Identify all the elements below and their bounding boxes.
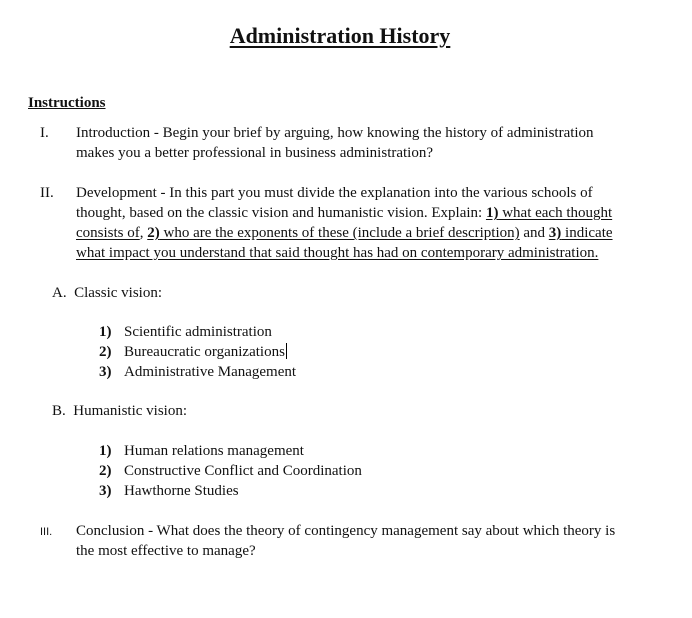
section-ii-line-1: Development - In this part you must divide the explanation into the various schools of [76, 185, 593, 201]
section-i-line-2: makes you a better professional in business administration? [76, 145, 434, 161]
underlined-text: indicate [561, 225, 613, 241]
list-number: 2) [99, 344, 112, 360]
subsection-letter-a [52, 283, 162, 303]
list-number: 2) [99, 463, 112, 479]
section-iii-line-2: the most effective to manage? [76, 543, 256, 559]
list-item-constructive-conflict: Constructive Conflict and Coordination [124, 463, 362, 479]
letter: B. [52, 403, 66, 419]
underlined-text: consists of [76, 225, 140, 241]
list-item-scientific-administration: Scientific administration [124, 324, 272, 340]
underlined-text: what each thought [498, 205, 613, 221]
point-number: 3) [548, 225, 562, 241]
list-number: 3) [99, 364, 112, 380]
section-ii-line-3 [76, 223, 613, 243]
text-cursor [286, 343, 287, 359]
list-number: 3) [99, 483, 112, 499]
letter: A. [52, 285, 67, 301]
section-numeral-iii: III. [40, 526, 53, 538]
line-text: and [519, 225, 549, 241]
section-iii-line-1: Conclusion - What does the theory of contingency management say about which theory is [76, 523, 616, 539]
line-text: , [139, 225, 148, 241]
list-number: 1) [99, 324, 112, 340]
subsection-letter-b [52, 401, 187, 421]
item-text: Bureaucratic organizations [124, 344, 285, 360]
section-i-line-1: Introduction - Begin your brief by arguing, how knowing the history of administration [76, 125, 594, 141]
underlined-text: who are the exponents of these (include a brief description) [159, 225, 520, 241]
instructions-heading: Instructions [28, 95, 106, 111]
list-item-hawthorne-studies: Hawthorne Studies [124, 483, 239, 499]
list-number: 1) [99, 443, 112, 459]
line-text: thought, based on the classic vision and humanistic vision. Explain: [76, 205, 486, 221]
point-number: 2) [147, 225, 160, 241]
list-item-bureaucratic-organizations [124, 342, 287, 362]
list-item-human-relations: Human relations management [124, 443, 304, 459]
section-ii-line-4: what impact you understand that said thought has had on contemporary administration. [76, 245, 599, 261]
section-numeral-i: I. [40, 125, 49, 141]
section-ii-line-2 [76, 203, 612, 223]
section-numeral-ii: II. [40, 185, 54, 201]
point-number: 1) [485, 205, 499, 221]
document-title: Administration History [229, 23, 451, 48]
list-item-administrative-management: Administrative Management [124, 364, 297, 380]
subsection-label: Humanistic vision: [73, 403, 188, 419]
subsection-label: Classic vision: [74, 285, 163, 301]
